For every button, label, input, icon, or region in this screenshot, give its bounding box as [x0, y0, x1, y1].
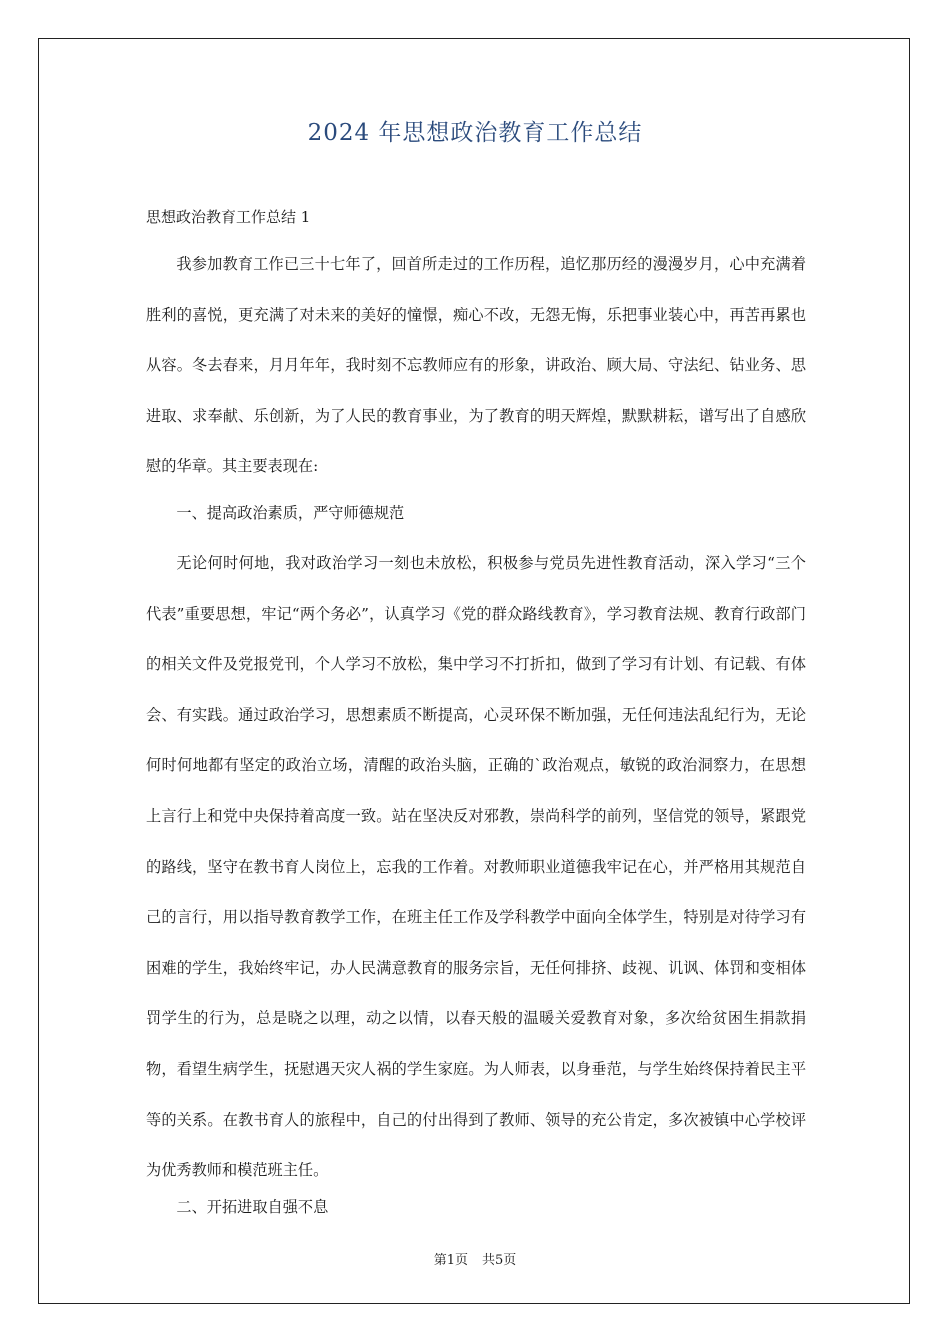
page-footer [0, 1249, 950, 1268]
page-total: 共5页 [482, 1253, 517, 1268]
page-number: 第1页 [433, 1253, 468, 1268]
paragraph-intro: 我参加教育工作已三十七年了，回首所走过的工作历程，追忆那历经的漫漫岁月，心中充满着胜利的喜悦，更充满了对未来的美好的憧憬，痴心不改，无怨无悔，乐把事业装心中，再苦再累也从容。冬去春来，月月年年，我时刻不忘教师应有的形象，讲政治、顾大局、守法纪、钻业务、思进取、求奉献、乐创新，为了人民的教育事业，为了教育的明天辉煌，默默耕耘，谱写出了自感欣慰的华章。其主要表现在: [146, 255, 806, 476]
paragraph-political-quality: 无论何时何地，我对政治学习一刻也未放松，积极参与党员先进性教育活动，深入学习“三个代表”重要思想，牢记“两个务必”，认真学习《党的群众路线教育》，学习教育法规、教育行政部门的相关文件及党报党刊，个人学习不放松，集中学习不打折扣，做到了学习有计划、有记载、有体会、有实践。通过政治学习，思想素质不断提高，心灵环保不断加强，无任何违法乱纪行为，无论何时何地都有坚定的政治立场，清醒的政治头脑，正确的`政治观点，敏锐的政治洞察力，在思想上言行上和党中央保持着高度一致。站在坚决反对邪教，崇尚科学的前列，坚信党的领导，紧跟党的路线，坚守在教书育人岗位上，忘我的工作着。对教师职业道德我牢记在心，并严格用其规范自己的言行，用以指导教育教学工作，在班主任工作及学科教学中面向全体学生，特别是对待学习有困难的学生，我始终牢记，办人民满意教育的服务宗旨，无任何排挤、歧视、讥讽、体罚和变相体罚学生的行为，总是晓之以理，动之以情，以春天般的温暖关爱教育对象，多次给贫困生捐款捐物，看望生病学生，抚慰遇天灾人祸的学生家庭。为人师表，以身垂范，与学生始终保持着民主平等的关系。在教书育人的旅程中，自己的付出得到了教师、领导的充公肯定，多次被镇中心学校评为优秀教师和模范班主任。 [146, 554, 806, 1180]
section-subtitle: 思想政治教育工作总结 1 [146, 208, 311, 226]
section-heading-2: 二、开拓进取自强不息 [176, 1198, 329, 1216]
document-title: 2024 年思想政治教育工作总结 [307, 120, 643, 146]
section-heading-1: 一、提高政治素质，严守师德规范 [176, 504, 405, 522]
